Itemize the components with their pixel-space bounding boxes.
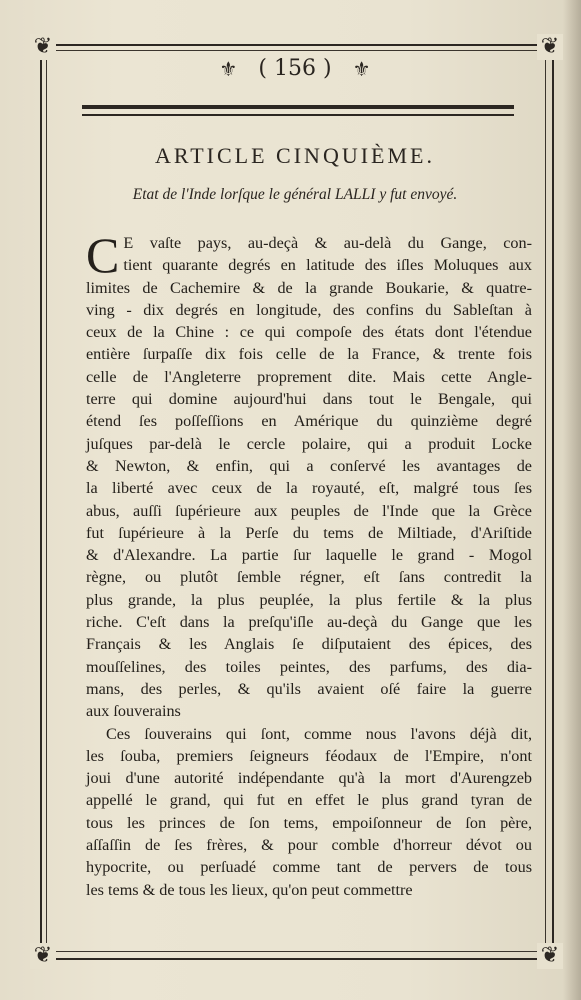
text-line: aux ſouverains [86,702,181,721]
text-line: celle de l'Angleterre proprement dite. Mais cette Angle- [86,367,532,386]
text-line: & Newton, & enfin, qui a conſervé les avantages de [86,456,532,475]
text-line: tient quarante degrés en latitude des iſles Moluques aux [123,256,532,275]
text-line: hypocrite, ou perſuadé comme tant de pervers de tous [86,858,532,877]
drop-cap: C [86,227,120,283]
header-rule-thick [82,105,514,109]
text-line: & d'Alexandre. La partie ſur laquelle le grand - Mogol [86,546,532,565]
text-line: plus grande, la plus peuplée, la plus fertile & la plus [86,590,532,609]
article-title: ARTICLE CINQUIÈME. [155,143,435,168]
fleuron-icon: ⚜ [352,56,371,81]
text-line: les ſouba, premiers ſeigneurs féodaux de l'Empire, n'ont [86,746,532,765]
text-line: E vaſte pays, au-deçà & au-delà du Gange, con- [123,234,532,252]
text-line: riche. C'eſt dans la preſqu'iſle au-deçà du Gange que les [86,613,532,632]
fleuron-icon: ⚜ [219,56,238,81]
text-line: Ces ſouverains qui ſont, comme nous l'avons déjà dit, [106,724,532,743]
paragraph-1 [86,227,532,723]
corner-ornament-icon: ❦ [30,34,56,60]
text-line: règne, ou plutôt ſemble régner, eſt ſans contredit la [86,568,532,587]
text-line: la liberté avec ceux de la royauté, eſt, malgré tous ſes [86,479,532,498]
text-line: mouſſelines, des toiles peintes, des parfums, des dia- [86,657,532,676]
corner-ornament-icon: ❦ [537,34,563,60]
page-edge-shadow [563,0,581,1000]
text-line: fut ſupérieure à la Perſe du tems de Miltiade, d'Ariſtide [86,523,532,542]
text-line: juſques par-delà le cercle polaire, qui a produit Locke [86,434,532,453]
corner-ornament-icon: ❦ [537,943,563,969]
paragraph-2 [86,723,532,901]
text-line: terre qui domine aujourd'hui dans tout le Bengale, qui [86,390,532,409]
text-line: entière ſurpaſſe dix fois celle de la France, & trente fois [86,345,532,364]
text-line: étend ſes poſſeſſions en Amérique du quinzième degré [86,412,532,431]
corner-ornament-icon: ❦ [30,943,56,969]
text-line: tous les princes de ſon tems, empoiſonneur de ſon père, [86,813,532,832]
text-line: abus, auſſi ſupérieure aux peuples de l'Inde que la Grèce [86,501,532,520]
text-line: ving - dix degrés en longitude, des confins du Sableſtan à [86,300,532,319]
page-header [46,56,544,90]
page-number: ( 156 ) [258,56,332,81]
text-line: mans, des perles, & qu'ils avaient oſé faire la guerre [86,679,532,698]
text-line: ceux de la Chine : ce qui compoſe des états dont l'étendue [86,323,532,342]
text-line: appellé le grand, qui fut en effet le plus grand tyran de [86,791,532,810]
text-line: les tems & de tous les lieux, qu'on peut commettre [86,880,413,899]
article-subtitle: Etat de l'Inde lorſque le général LALLI y fut envoyé. [132,186,458,203]
header-rule-thin [82,114,514,116]
text-line: limites de Cachemire & de la grande Boukarie, & quatre- [86,278,532,297]
text-line: Français & les Anglais ſe diſputaient des épices, des [86,635,532,654]
text-line: joui d'une autorité indépendante qu'à la mort d'Aurengzeb [86,769,532,788]
text-line: aſſaſſin de ſes frères, & pour comble d'horreur dévot ou [86,836,532,855]
body-text [86,227,532,901]
